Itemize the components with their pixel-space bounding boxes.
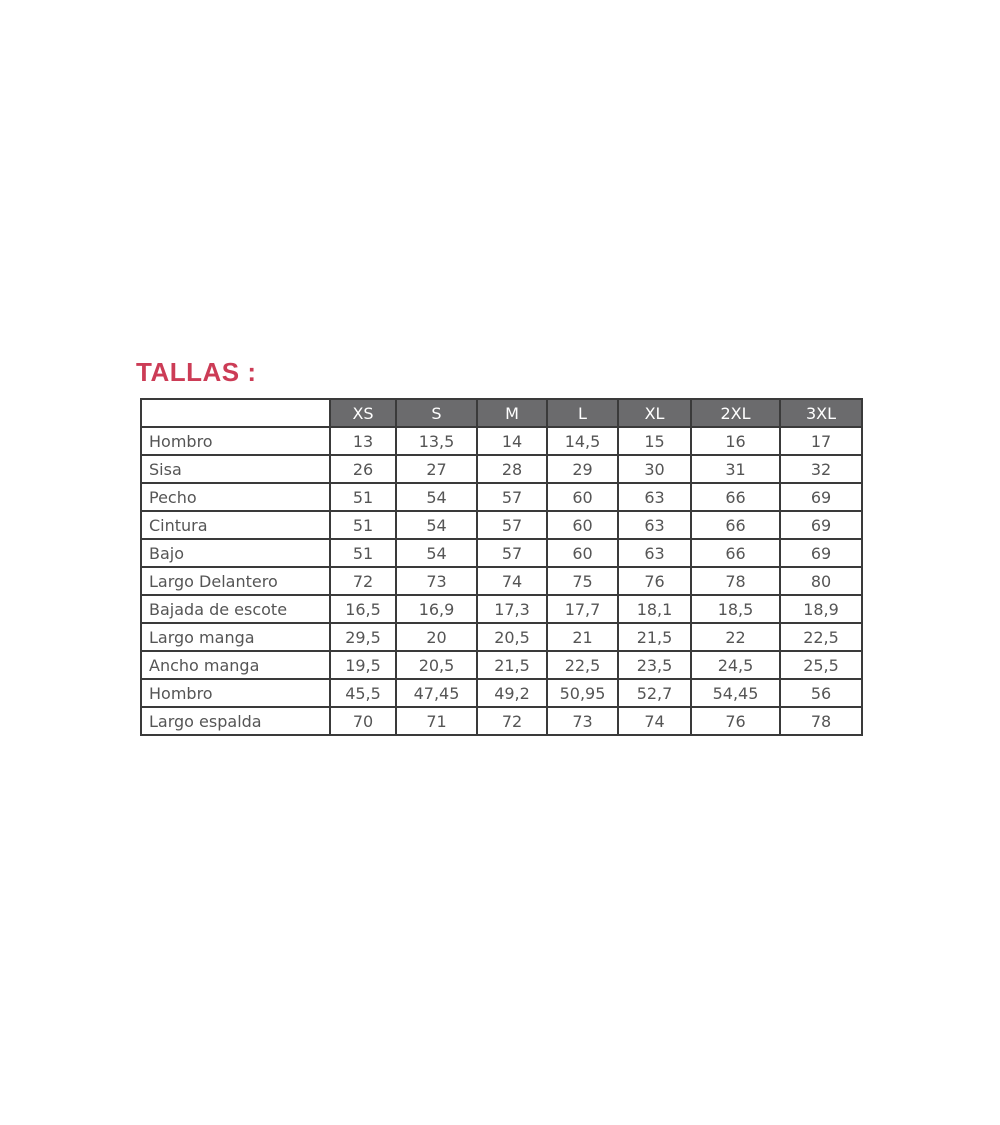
size-header-cell: 3XL bbox=[780, 399, 862, 427]
table-row bbox=[141, 511, 862, 539]
measurement-value: 78 bbox=[780, 707, 862, 735]
measurement-label: Ancho manga bbox=[141, 651, 330, 679]
measurement-value: 57 bbox=[477, 539, 547, 567]
measurement-value: 73 bbox=[396, 567, 477, 595]
table-row bbox=[141, 483, 862, 511]
measurement-value: 16,5 bbox=[330, 595, 396, 623]
measurement-value: 20 bbox=[396, 623, 477, 651]
measurement-label: Sisa bbox=[141, 455, 330, 483]
measurement-value: 21,5 bbox=[477, 651, 547, 679]
measurement-value: 21,5 bbox=[618, 623, 691, 651]
table-row bbox=[141, 679, 862, 707]
measurement-value: 69 bbox=[780, 539, 862, 567]
measurement-value: 16 bbox=[691, 427, 780, 455]
measurement-value: 71 bbox=[396, 707, 477, 735]
measurement-value: 69 bbox=[780, 511, 862, 539]
measurement-value: 49,2 bbox=[477, 679, 547, 707]
measurement-value: 70 bbox=[330, 707, 396, 735]
table-row bbox=[141, 455, 862, 483]
measurement-value: 72 bbox=[330, 567, 396, 595]
measurement-value: 26 bbox=[330, 455, 396, 483]
measurement-value: 17,7 bbox=[547, 595, 618, 623]
measurement-value: 28 bbox=[477, 455, 547, 483]
measurement-value: 51 bbox=[330, 483, 396, 511]
measurement-value: 57 bbox=[477, 483, 547, 511]
measurement-value: 60 bbox=[547, 539, 618, 567]
size-chart-body bbox=[141, 427, 862, 735]
measurement-value: 54 bbox=[396, 511, 477, 539]
measurement-value: 32 bbox=[780, 455, 862, 483]
measurement-value: 31 bbox=[691, 455, 780, 483]
measurement-value: 20,5 bbox=[396, 651, 477, 679]
measurement-value: 76 bbox=[691, 707, 780, 735]
measurement-value: 14 bbox=[477, 427, 547, 455]
header-corner-cell bbox=[141, 399, 330, 427]
measurement-value: 51 bbox=[330, 511, 396, 539]
size-chart-table bbox=[140, 398, 863, 736]
table-row bbox=[141, 623, 862, 651]
table-row bbox=[141, 651, 862, 679]
measurement-value: 18,1 bbox=[618, 595, 691, 623]
measurement-value: 54 bbox=[396, 539, 477, 567]
measurement-label: Largo espalda bbox=[141, 707, 330, 735]
header-row bbox=[141, 399, 862, 427]
measurement-value: 73 bbox=[547, 707, 618, 735]
measurement-label: Largo manga bbox=[141, 623, 330, 651]
table-row bbox=[141, 595, 862, 623]
measurement-value: 50,95 bbox=[547, 679, 618, 707]
measurement-value: 45,5 bbox=[330, 679, 396, 707]
measurement-value: 54,45 bbox=[691, 679, 780, 707]
measurement-value: 17 bbox=[780, 427, 862, 455]
measurement-value: 76 bbox=[618, 567, 691, 595]
table-row bbox=[141, 707, 862, 735]
size-header-cell: L bbox=[547, 399, 618, 427]
table-row bbox=[141, 539, 862, 567]
measurement-value: 74 bbox=[618, 707, 691, 735]
measurement-value: 17,3 bbox=[477, 595, 547, 623]
measurement-value: 63 bbox=[618, 539, 691, 567]
measurement-value: 56 bbox=[780, 679, 862, 707]
measurement-value: 27 bbox=[396, 455, 477, 483]
measurement-value: 30 bbox=[618, 455, 691, 483]
measurement-value: 57 bbox=[477, 511, 547, 539]
measurement-value: 75 bbox=[547, 567, 618, 595]
measurement-label: Cintura bbox=[141, 511, 330, 539]
measurement-value: 60 bbox=[547, 483, 618, 511]
measurement-value: 66 bbox=[691, 539, 780, 567]
measurement-label: Bajada de escote bbox=[141, 595, 330, 623]
measurement-value: 22,5 bbox=[547, 651, 618, 679]
measurement-value: 74 bbox=[477, 567, 547, 595]
measurement-value: 22,5 bbox=[780, 623, 862, 651]
measurement-value: 24,5 bbox=[691, 651, 780, 679]
measurement-value: 18,5 bbox=[691, 595, 780, 623]
table-row bbox=[141, 567, 862, 595]
measurement-value: 22 bbox=[691, 623, 780, 651]
size-header-cell: 2XL bbox=[691, 399, 780, 427]
measurement-value: 19,5 bbox=[330, 651, 396, 679]
measurement-value: 78 bbox=[691, 567, 780, 595]
measurement-label: Bajo bbox=[141, 539, 330, 567]
measurement-value: 29,5 bbox=[330, 623, 396, 651]
measurement-label: Hombro bbox=[141, 427, 330, 455]
measurement-value: 29 bbox=[547, 455, 618, 483]
measurement-value: 23,5 bbox=[618, 651, 691, 679]
page-title: TALLAS : bbox=[136, 357, 257, 387]
measurement-value: 18,9 bbox=[780, 595, 862, 623]
measurement-value: 69 bbox=[780, 483, 862, 511]
measurement-value: 52,7 bbox=[618, 679, 691, 707]
size-header-cell: XS bbox=[330, 399, 396, 427]
measurement-value: 14,5 bbox=[547, 427, 618, 455]
measurement-value: 60 bbox=[547, 511, 618, 539]
measurement-value: 21 bbox=[547, 623, 618, 651]
measurement-label: Largo Delantero bbox=[141, 567, 330, 595]
size-header-cell: XL bbox=[618, 399, 691, 427]
measurement-value: 63 bbox=[618, 483, 691, 511]
measurement-value: 66 bbox=[691, 483, 780, 511]
measurement-label: Pecho bbox=[141, 483, 330, 511]
measurement-value: 72 bbox=[477, 707, 547, 735]
measurement-value: 66 bbox=[691, 511, 780, 539]
table-row bbox=[141, 427, 862, 455]
size-header-cell: M bbox=[477, 399, 547, 427]
measurement-label: Hombro bbox=[141, 679, 330, 707]
size-header-cell: S bbox=[396, 399, 477, 427]
measurement-value: 16,9 bbox=[396, 595, 477, 623]
measurement-value: 80 bbox=[780, 567, 862, 595]
measurement-value: 54 bbox=[396, 483, 477, 511]
measurement-value: 13,5 bbox=[396, 427, 477, 455]
measurement-value: 15 bbox=[618, 427, 691, 455]
measurement-value: 20,5 bbox=[477, 623, 547, 651]
measurement-value: 47,45 bbox=[396, 679, 477, 707]
measurement-value: 13 bbox=[330, 427, 396, 455]
measurement-value: 63 bbox=[618, 511, 691, 539]
measurement-value: 25,5 bbox=[780, 651, 862, 679]
measurement-value: 51 bbox=[330, 539, 396, 567]
